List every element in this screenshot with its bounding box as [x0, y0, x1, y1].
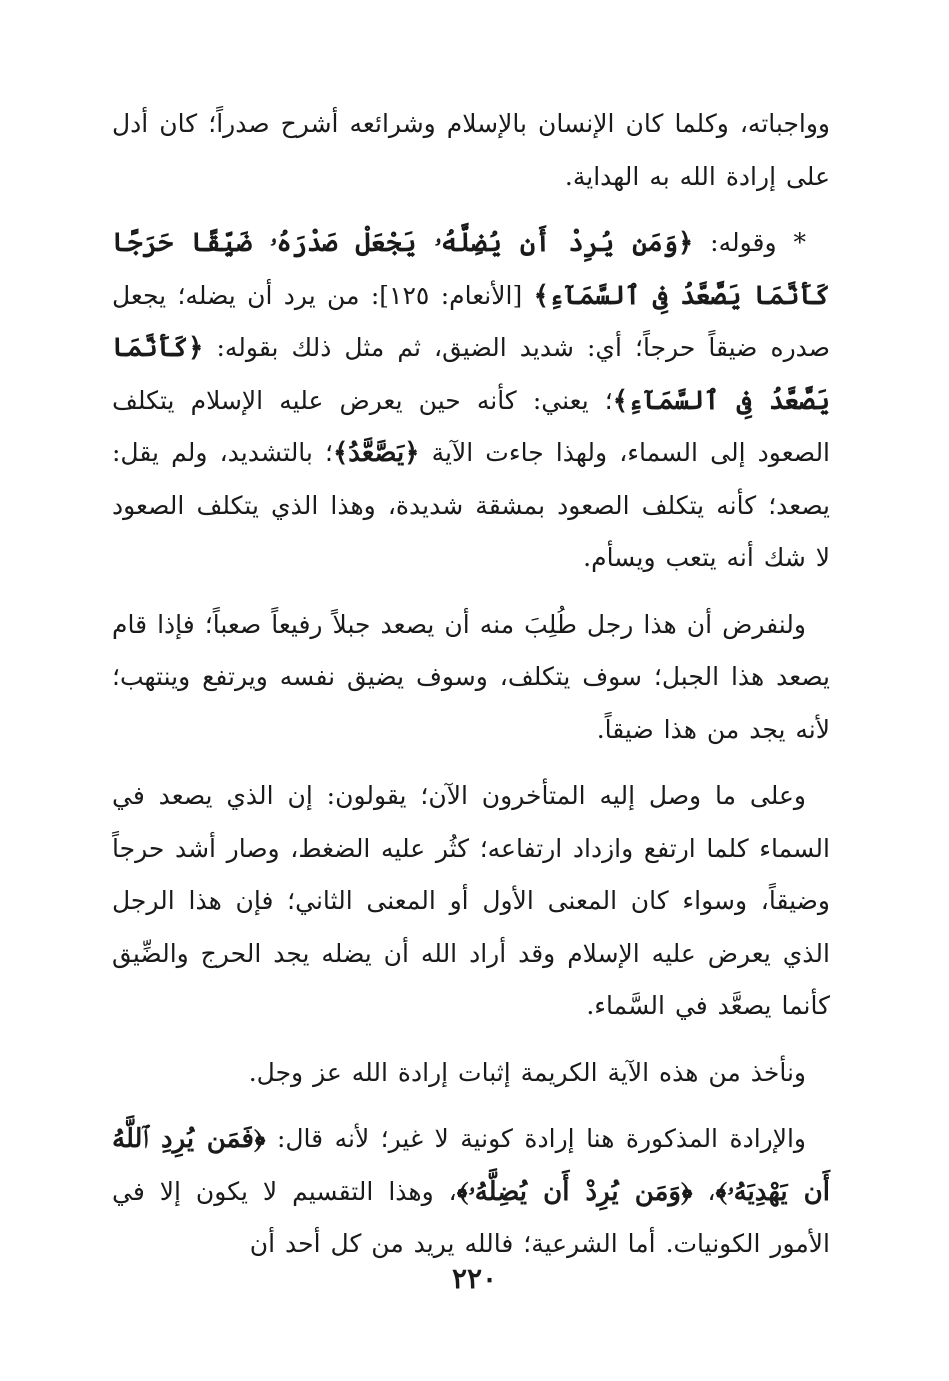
quran-quote-guidance: ﴿فَمَن يُرِدِ ٱللَّهُ أَن يَهْدِيَهُۥ﴾ — [112, 1124, 830, 1207]
page-body — [112, 98, 830, 1278]
paragraph-2-explanation: [الأنعام: ١٢٥]: من يرد أن يضله؛ يجعل صدره ضيقاً حرجاً؛ أي: شديد الضيق، ثم مثل ذلك بقوله: — [112, 280, 830, 362]
paragraph-2-intro: * وقوله: — [693, 228, 806, 257]
paragraph-6 — [112, 1113, 830, 1271]
paragraph-5 — [112, 1047, 830, 1100]
paragraph-2 — [112, 217, 830, 585]
paragraph-4-text: وعلى ما وصل إليه المتأخرون الآن؛ يقولون: إن الذي يصعد في السماء كلما ارتفع وازداد ارتفاعه؛ كثُر عليه الضغط، وصار أشد حرجاً وضيقاً، وسواء كان المعنى الأول أو المعنى الثاني؛ فإن هذا الرجل الذي يعرض عليه الإسلام وقد أراد الله أن يضله يجد الحرج والضِّيق كأنما يصعَّد في السَّماء. — [112, 781, 830, 1020]
paragraph-6-separator: ، — [692, 1176, 716, 1206]
paragraph-3 — [112, 599, 830, 757]
paragraph-4 — [112, 770, 830, 1033]
paragraph-6-text: ، وهذا التقسيم لا يكون إلا في الأمور الكونيات. أما الشرعية؛ فالله يريد من كل أحد أن — [112, 1176, 830, 1258]
paragraph-3-text: ولنفرض أن هذا رجل طُلِبَ منه أن يصعد جبلاً رفيعاً صعباً؛ فإذا قام يصعد هذا الجبل؛ سوف يتكلف، وسوف يضيق نفسه ويرتفع وينتهب؛ لأنه يجد من هذا ضيقاً. — [112, 609, 830, 744]
quran-verse-anam-125: ﴿وَمَن يُرِدْ أَن يُضِلَّهُۥ يَجْعَلْ صَدْرَهُۥ ضَيِّقًا حَرَجًا كَأَنَّمَا يَصَّعَّدُ فِى ٱلسَّمَآءِ﴾ — [112, 228, 831, 311]
paragraph-1-text: وواجباته، وكلما كان الإنسان بالإسلام وشرائعه أشرح صدراً؛ كان أدل على إرادة الله به الهداية. — [112, 109, 830, 191]
paragraph-2-conclusion: ؛ بالتشديد، ولم يقل: يصعد؛ كأنه يتكلف الصعود بمشقة شديدة، وهذا الذي يتكلف الصعود لا شك أنه يتعب ويسأم. — [112, 438, 830, 572]
page-number: ٢٢٠ — [451, 1262, 498, 1295]
paragraph-5-text: ونأخذ من هذه الآية الكريمة إثبات إرادة الله عز وجل. — [248, 1057, 806, 1087]
paragraph-2-meaning: ؛ يعني: كأنه حين يعرض عليه الإسلام يتكلف الصعود إلى السماء، ولهذا جاءت الآية — [112, 385, 831, 467]
paragraph-6-intro: والإرادة المذكورة هنا إرادة كونية لا غير؛ لأنه قال: — [265, 1124, 806, 1153]
paragraph-1 — [112, 98, 830, 203]
quran-word-yassaad: ﴿يَصَّعَّدُ﴾ — [332, 438, 420, 468]
quran-quote-ascend-sky: ﴿كَأَنَّمَا يَصَّعَّدُ فِى ٱلسَّمَآءِ﴾ — [112, 333, 831, 416]
quran-quote-misguidance: ﴿وَمَن يُرِدْ أَن يُضِلَّهُۥ﴾ — [456, 1176, 693, 1207]
